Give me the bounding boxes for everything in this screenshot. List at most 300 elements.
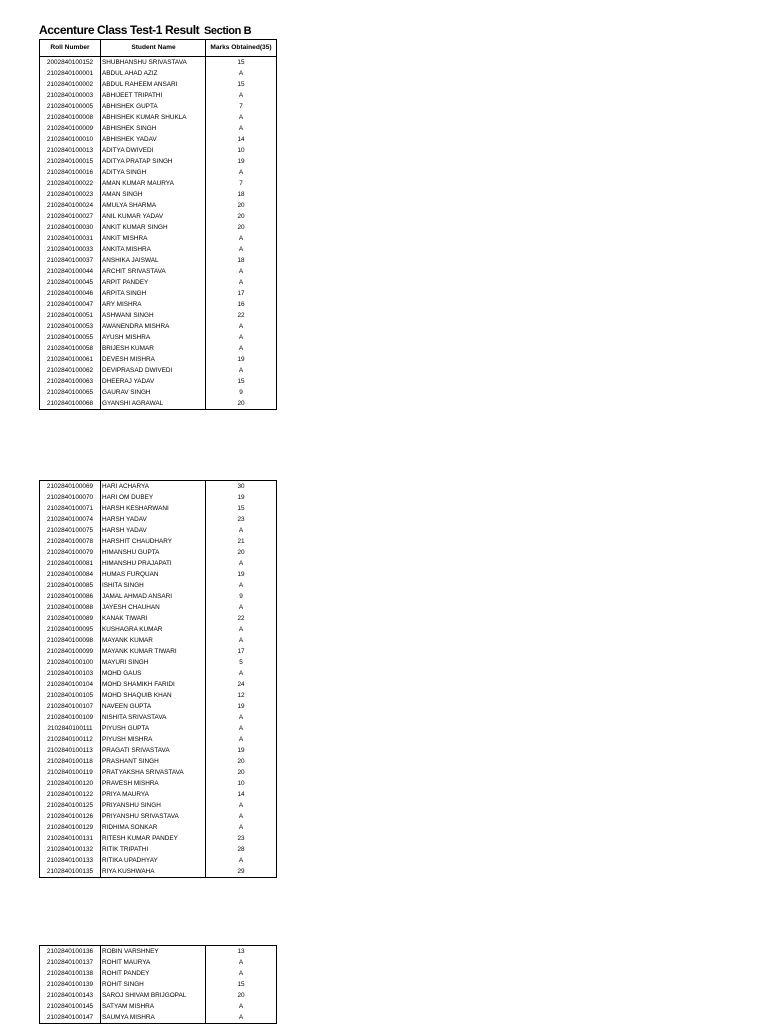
- marks-cell: A: [206, 321, 277, 332]
- table-row: [40, 602, 277, 613]
- student-name-cell: JAYESH CHAUHAN: [101, 602, 206, 613]
- roll-number-cell: 2102840100078: [40, 536, 101, 547]
- roll-number-cell: 2102840100047: [40, 299, 101, 310]
- marks-cell: A: [206, 123, 277, 134]
- roll-number-cell: 2102840100013: [40, 145, 101, 156]
- student-name-cell: PRIYANSHU SRIVASTAVA: [101, 811, 206, 822]
- marks-cell: 15: [206, 503, 277, 514]
- roll-number-cell: 2102840100129: [40, 822, 101, 833]
- marks-cell: A: [206, 1012, 277, 1024]
- student-name-cell: PRIYANSHU SINGH: [101, 800, 206, 811]
- student-name-cell: ADITYA PRATAP SINGH: [101, 156, 206, 167]
- student-name-cell: HARSH KESHARWANI: [101, 503, 206, 514]
- student-name-cell: ABHISHEK YADAV: [101, 134, 206, 145]
- roll-number-cell: 2102840100062: [40, 365, 101, 376]
- roll-number-cell: 2102840100125: [40, 800, 101, 811]
- table-row: [40, 811, 277, 822]
- marks-cell: A: [206, 68, 277, 79]
- roll-number-cell: 2102840100143: [40, 990, 101, 1001]
- student-name-cell: ANKIT KUMAR SINGH: [101, 222, 206, 233]
- student-name-cell: GYANSHI AGRAWAL: [101, 398, 206, 410]
- roll-number-cell: 2102840100022: [40, 178, 101, 189]
- table-row: [40, 1012, 277, 1024]
- roll-number-cell: 2102840100009: [40, 123, 101, 134]
- marks-cell: A: [206, 90, 277, 101]
- roll-number-cell: 2102840100137: [40, 957, 101, 968]
- roll-number-cell: 2102840100081: [40, 558, 101, 569]
- student-name-cell: MAYANK KUMAR: [101, 635, 206, 646]
- table-row: [40, 145, 277, 156]
- roll-number-cell: 2102840100131: [40, 833, 101, 844]
- table-row: [40, 244, 277, 255]
- table-row: [40, 134, 277, 145]
- marks-cell: A: [206, 277, 277, 288]
- marks-cell: 15: [206, 376, 277, 387]
- table-row: [40, 979, 277, 990]
- student-name-cell: KUSHAGRA KUMAR: [101, 624, 206, 635]
- table-row: [40, 613, 277, 624]
- marks-cell: A: [206, 112, 277, 123]
- student-name-cell: ARCHIT SRIVASTAVA: [101, 266, 206, 277]
- marks-cell: 20: [206, 211, 277, 222]
- table-row: [40, 503, 277, 514]
- student-name-cell: ABHIJEET TRIPATHI: [101, 90, 206, 101]
- marks-cell: 20: [206, 990, 277, 1001]
- roll-number-cell: 2102840100061: [40, 354, 101, 365]
- student-name-cell: RIYA KUSHWAHA: [101, 866, 206, 878]
- student-name-cell: HUMAS FURQUAN: [101, 569, 206, 580]
- student-name-cell: ROHIT MAURYA: [101, 957, 206, 968]
- student-name-cell: KANAK TIWARI: [101, 613, 206, 624]
- student-name-cell: MOHD SHAMIKH FARIDI: [101, 679, 206, 690]
- marks-cell: 21: [206, 536, 277, 547]
- table-row: [40, 866, 277, 878]
- table-row: [40, 492, 277, 503]
- marks-cell: 10: [206, 778, 277, 789]
- table-row: [40, 277, 277, 288]
- student-name-cell: HARI ACHARYA: [101, 481, 206, 493]
- roll-number-cell: 2102840100063: [40, 376, 101, 387]
- student-name-cell: PRIYA MAURYA: [101, 789, 206, 800]
- roll-number-cell: 2102840100015: [40, 156, 101, 167]
- roll-number-cell: 2102840100113: [40, 745, 101, 756]
- roll-number-cell: 2102840100107: [40, 701, 101, 712]
- table-row: [40, 778, 277, 789]
- page-title: Accenture Class Test-1 Result: [39, 23, 200, 37]
- marks-cell: 7: [206, 101, 277, 112]
- roll-number-header: Roll Number: [40, 40, 101, 57]
- student-name-cell: AMAN KUMAR MAURYA: [101, 178, 206, 189]
- roll-number-cell: 2102840100044: [40, 266, 101, 277]
- roll-number-cell: 2102840100111: [40, 723, 101, 734]
- marks-cell: 7: [206, 178, 277, 189]
- marks-cell: 14: [206, 134, 277, 145]
- student-name-cell: ABHISHEK KUMAR SHUKLA: [101, 112, 206, 123]
- student-name-cell: RITIK TRIPATHI: [101, 844, 206, 855]
- marks-cell: A: [206, 968, 277, 979]
- marks-cell: 13: [206, 946, 277, 958]
- marks-cell: A: [206, 635, 277, 646]
- marks-cell: A: [206, 957, 277, 968]
- roll-number-cell: 2102840100105: [40, 690, 101, 701]
- student-name-cell: PIYUSH MISHRA: [101, 734, 206, 745]
- roll-number-cell: 2102840100065: [40, 387, 101, 398]
- table-row: [40, 547, 277, 558]
- student-name-cell: ANKIT MISHRA: [101, 233, 206, 244]
- student-name-cell: NISHITA SRIVASTAVA: [101, 712, 206, 723]
- student-name-cell: HARSH YADAV: [101, 514, 206, 525]
- table-row: [40, 288, 277, 299]
- table-row: [40, 723, 277, 734]
- table-row: [40, 679, 277, 690]
- table-row: [40, 255, 277, 266]
- marks-cell: A: [206, 855, 277, 866]
- marks-cell: 20: [206, 547, 277, 558]
- student-name-cell: AWANENDRA MISHRA: [101, 321, 206, 332]
- table-row: [40, 332, 277, 343]
- roll-number-cell: 2102840100027: [40, 211, 101, 222]
- marks-cell: A: [206, 244, 277, 255]
- roll-number-cell: 2102840100103: [40, 668, 101, 679]
- results-body-3: [40, 946, 277, 1024]
- marks-cell: A: [206, 233, 277, 244]
- roll-number-cell: 2102840100008: [40, 112, 101, 123]
- roll-number-cell: 2102840100084: [40, 569, 101, 580]
- roll-number-cell: 2102840100085: [40, 580, 101, 591]
- marks-cell: A: [206, 723, 277, 734]
- marks-cell: A: [206, 1001, 277, 1012]
- student-name-cell: ARY MISHRA: [101, 299, 206, 310]
- student-name-cell: MOHD GAUS: [101, 668, 206, 679]
- roll-number-cell: 2102840100126: [40, 811, 101, 822]
- table-row: [40, 123, 277, 134]
- marks-cell: 18: [206, 255, 277, 266]
- student-name-cell: ADITYA SINGH: [101, 167, 206, 178]
- student-name-cell: HARI OM DUBEY: [101, 492, 206, 503]
- roll-number-cell: 2102840100088: [40, 602, 101, 613]
- student-name-cell: PRASHANT SINGH: [101, 756, 206, 767]
- marks-cell: A: [206, 668, 277, 679]
- table-row: [40, 112, 277, 123]
- student-name-cell: HIMANSHU PRAJAPATI: [101, 558, 206, 569]
- roll-number-cell: 2102840100069: [40, 481, 101, 493]
- student-name-cell: SAROJ SHIVAM BRIJGOPAL: [101, 990, 206, 1001]
- student-name-cell: HARSH YADAV: [101, 525, 206, 536]
- marks-cell: 18: [206, 189, 277, 200]
- table-row: [40, 646, 277, 657]
- marks-cell: 17: [206, 288, 277, 299]
- table-row: [40, 734, 277, 745]
- table-row: [40, 387, 277, 398]
- roll-number-cell: 2102840100051: [40, 310, 101, 321]
- student-name-cell: SHUBHANSHU SRIVASTAVA: [101, 57, 206, 69]
- roll-number-cell: 2102840100098: [40, 635, 101, 646]
- student-name-cell: DEVESH MISHRA: [101, 354, 206, 365]
- student-name-cell: AYUSH MISHRA: [101, 332, 206, 343]
- marks-cell: A: [206, 734, 277, 745]
- roll-number-cell: 2102840100136: [40, 946, 101, 958]
- table-row: [40, 767, 277, 778]
- table-row: [40, 756, 277, 767]
- marks-cell: 19: [206, 492, 277, 503]
- roll-number-cell: 2102840100109: [40, 712, 101, 723]
- table-row: [40, 745, 277, 756]
- student-name-cell: DEVIPRASAD DWIVEDI: [101, 365, 206, 376]
- marks-cell: 12: [206, 690, 277, 701]
- table-row: [40, 222, 277, 233]
- student-name-cell: MOHD SHAQUIB KHAN: [101, 690, 206, 701]
- student-name-header: Student Name: [101, 40, 206, 57]
- marks-cell: 16: [206, 299, 277, 310]
- table-row: [40, 266, 277, 277]
- table-row: [40, 591, 277, 602]
- marks-cell: A: [206, 365, 277, 376]
- roll-number-cell: 2102840100145: [40, 1001, 101, 1012]
- student-name-cell: AMULYA SHARMA: [101, 200, 206, 211]
- marks-cell: A: [206, 800, 277, 811]
- student-name-cell: ARPITA SINGH: [101, 288, 206, 299]
- roll-number-cell: 2102840100135: [40, 866, 101, 878]
- student-name-cell: ISHITA SINGH: [101, 580, 206, 591]
- marks-cell: 15: [206, 79, 277, 90]
- table-row: [40, 624, 277, 635]
- student-name-cell: MAYANK KUMAR TIWARI: [101, 646, 206, 657]
- table-row: [40, 481, 277, 493]
- roll-number-cell: 2102840100086: [40, 591, 101, 602]
- table-row: [40, 189, 277, 200]
- table-row: [40, 1001, 277, 1012]
- student-name-cell: PIYUSH GUPTA: [101, 723, 206, 734]
- table-row: [40, 398, 277, 410]
- roll-number-cell: 2102840100120: [40, 778, 101, 789]
- marks-cell: 15: [206, 57, 277, 69]
- student-name-cell: BRIJESH KUMAR: [101, 343, 206, 354]
- student-name-cell: PRAGATI SRIVASTAVA: [101, 745, 206, 756]
- table-row: [40, 800, 277, 811]
- student-name-cell: ROBIN VARSHNEY: [101, 946, 206, 958]
- marks-cell: 10: [206, 145, 277, 156]
- marks-cell: 14: [206, 789, 277, 800]
- marks-header: Marks Obtained(35): [206, 40, 277, 57]
- student-name-cell: ANIL KUMAR YADAV: [101, 211, 206, 222]
- table-row: [40, 635, 277, 646]
- roll-number-cell: 2102840100132: [40, 844, 101, 855]
- student-name-cell: ASHWANI SINGH: [101, 310, 206, 321]
- student-name-cell: ADITYA DWIVEDI: [101, 145, 206, 156]
- student-name-cell: RITIKA UPADHYAY: [101, 855, 206, 866]
- roll-number-cell: 2102840100031: [40, 233, 101, 244]
- student-name-cell: PRAVESH MISHRA: [101, 778, 206, 789]
- roll-number-cell: 2002840100152: [40, 57, 101, 69]
- table-row: [40, 343, 277, 354]
- marks-cell: 20: [206, 222, 277, 233]
- table-row: [40, 833, 277, 844]
- marks-cell: A: [206, 624, 277, 635]
- table-row: [40, 90, 277, 101]
- table-row: [40, 321, 277, 332]
- student-name-cell: ANSHIKA JAISWAL: [101, 255, 206, 266]
- marks-cell: A: [206, 332, 277, 343]
- roll-number-cell: 2102840100119: [40, 767, 101, 778]
- marks-cell: A: [206, 558, 277, 569]
- table-row: [40, 79, 277, 90]
- marks-cell: A: [206, 167, 277, 178]
- table-header-row: [40, 40, 277, 57]
- table-row: [40, 299, 277, 310]
- marks-cell: 23: [206, 514, 277, 525]
- roll-number-cell: 2102840100122: [40, 789, 101, 800]
- table-row: [40, 558, 277, 569]
- roll-number-cell: 2102840100068: [40, 398, 101, 410]
- table-row: [40, 68, 277, 79]
- student-name-cell: ARPIT PANDEY: [101, 277, 206, 288]
- roll-number-cell: 2102840100075: [40, 525, 101, 536]
- results-table-3: [39, 945, 277, 1024]
- table-row: [40, 354, 277, 365]
- marks-cell: 24: [206, 679, 277, 690]
- table-row: [40, 211, 277, 222]
- roll-number-cell: 2102840100139: [40, 979, 101, 990]
- table-row: [40, 156, 277, 167]
- table-row: [40, 968, 277, 979]
- roll-number-cell: 2102840100074: [40, 514, 101, 525]
- marks-cell: 20: [206, 398, 277, 410]
- table-row: [40, 376, 277, 387]
- roll-number-cell: 2102840100037: [40, 255, 101, 266]
- roll-number-cell: 2102840100030: [40, 222, 101, 233]
- marks-cell: 19: [206, 569, 277, 580]
- marks-cell: 17: [206, 646, 277, 657]
- roll-number-cell: 2102840100118: [40, 756, 101, 767]
- marks-cell: A: [206, 811, 277, 822]
- results-body-1: [40, 57, 277, 410]
- table-row: [40, 57, 277, 69]
- roll-number-cell: 2102840100058: [40, 343, 101, 354]
- table-row: [40, 233, 277, 244]
- table-row: [40, 690, 277, 701]
- roll-number-cell: 2102840100099: [40, 646, 101, 657]
- table-row: [40, 712, 277, 723]
- table-row: [40, 657, 277, 668]
- student-name-cell: RIDHIMA SONKAR: [101, 822, 206, 833]
- roll-number-cell: 2102840100138: [40, 968, 101, 979]
- table-row: [40, 789, 277, 800]
- marks-cell: 19: [206, 701, 277, 712]
- table-row: [40, 668, 277, 679]
- roll-number-cell: 2102840100100: [40, 657, 101, 668]
- table-row: [40, 946, 277, 958]
- student-name-cell: SAUMYA MISHRA: [101, 1012, 206, 1024]
- roll-number-cell: 2102840100133: [40, 855, 101, 866]
- table-row: [40, 514, 277, 525]
- marks-cell: 19: [206, 354, 277, 365]
- table-row: [40, 569, 277, 580]
- roll-number-cell: 2102840100046: [40, 288, 101, 299]
- student-name-cell: DHEERAJ YADAV: [101, 376, 206, 387]
- marks-cell: A: [206, 266, 277, 277]
- roll-number-cell: 2102840100070: [40, 492, 101, 503]
- marks-cell: A: [206, 602, 277, 613]
- marks-cell: 30: [206, 481, 277, 493]
- roll-number-cell: 2102840100001: [40, 68, 101, 79]
- marks-cell: 29: [206, 866, 277, 878]
- table-row: [40, 844, 277, 855]
- student-name-cell: ANKITA MISHRA: [101, 244, 206, 255]
- table-row: [40, 822, 277, 833]
- roll-number-cell: 2102840100024: [40, 200, 101, 211]
- table-row: [40, 701, 277, 712]
- roll-number-cell: 2102840100089: [40, 613, 101, 624]
- roll-number-cell: 2102840100104: [40, 679, 101, 690]
- student-name-cell: HIMANSHU GUPTA: [101, 547, 206, 558]
- table-row: [40, 365, 277, 376]
- table-row: [40, 178, 277, 189]
- table-row: [40, 310, 277, 321]
- student-name-cell: MAYURI SINGH: [101, 657, 206, 668]
- marks-cell: 20: [206, 756, 277, 767]
- roll-number-cell: 2102840100003: [40, 90, 101, 101]
- marks-cell: 19: [206, 745, 277, 756]
- marks-cell: 23: [206, 833, 277, 844]
- marks-cell: A: [206, 580, 277, 591]
- marks-cell: A: [206, 343, 277, 354]
- results-body-2: [40, 481, 277, 878]
- marks-cell: 20: [206, 200, 277, 211]
- roll-number-cell: 2102840100016: [40, 167, 101, 178]
- marks-cell: 28: [206, 844, 277, 855]
- roll-number-cell: 2102840100053: [40, 321, 101, 332]
- results-table-1: [39, 39, 277, 410]
- table-row: [40, 855, 277, 866]
- roll-number-cell: 2102840100010: [40, 134, 101, 145]
- table-row: [40, 580, 277, 591]
- roll-number-cell: 2102840100112: [40, 734, 101, 745]
- marks-cell: A: [206, 712, 277, 723]
- roll-number-cell: 2102840100147: [40, 1012, 101, 1024]
- marks-cell: 9: [206, 387, 277, 398]
- student-name-cell: PRATYAKSHA SRIVASTAVA: [101, 767, 206, 778]
- table-row: [40, 101, 277, 112]
- student-name-cell: ROHIT SINGH: [101, 979, 206, 990]
- student-name-cell: ABHISHEK SINGH: [101, 123, 206, 134]
- roll-number-cell: 2102840100079: [40, 547, 101, 558]
- marks-cell: 15: [206, 979, 277, 990]
- student-name-cell: ROHIT PANDEY: [101, 968, 206, 979]
- student-name-cell: NAVEEN GUPTA: [101, 701, 206, 712]
- roll-number-cell: 2102840100095: [40, 624, 101, 635]
- roll-number-cell: 2102840100055: [40, 332, 101, 343]
- roll-number-cell: 2102840100071: [40, 503, 101, 514]
- student-name-cell: HARSHIT CHAUDHARY: [101, 536, 206, 547]
- student-name-cell: ABHISHEK GUPTA: [101, 101, 206, 112]
- roll-number-cell: 2102840100045: [40, 277, 101, 288]
- table-row: [40, 536, 277, 547]
- table-row: [40, 990, 277, 1001]
- marks-cell: 22: [206, 310, 277, 321]
- student-name-cell: SATYAM MISHRA: [101, 1001, 206, 1012]
- table-row: [40, 167, 277, 178]
- student-name-cell: RITESH KUMAR PANDEY: [101, 833, 206, 844]
- student-name-cell: ABDUL AHAD AZIZ: [101, 68, 206, 79]
- results-table-2: [39, 480, 277, 878]
- marks-cell: A: [206, 822, 277, 833]
- marks-cell: A: [206, 525, 277, 536]
- roll-number-cell: 2102840100002: [40, 79, 101, 90]
- marks-cell: 22: [206, 613, 277, 624]
- roll-number-cell: 2102840100033: [40, 244, 101, 255]
- marks-cell: 5: [206, 657, 277, 668]
- roll-number-cell: 2102840100023: [40, 189, 101, 200]
